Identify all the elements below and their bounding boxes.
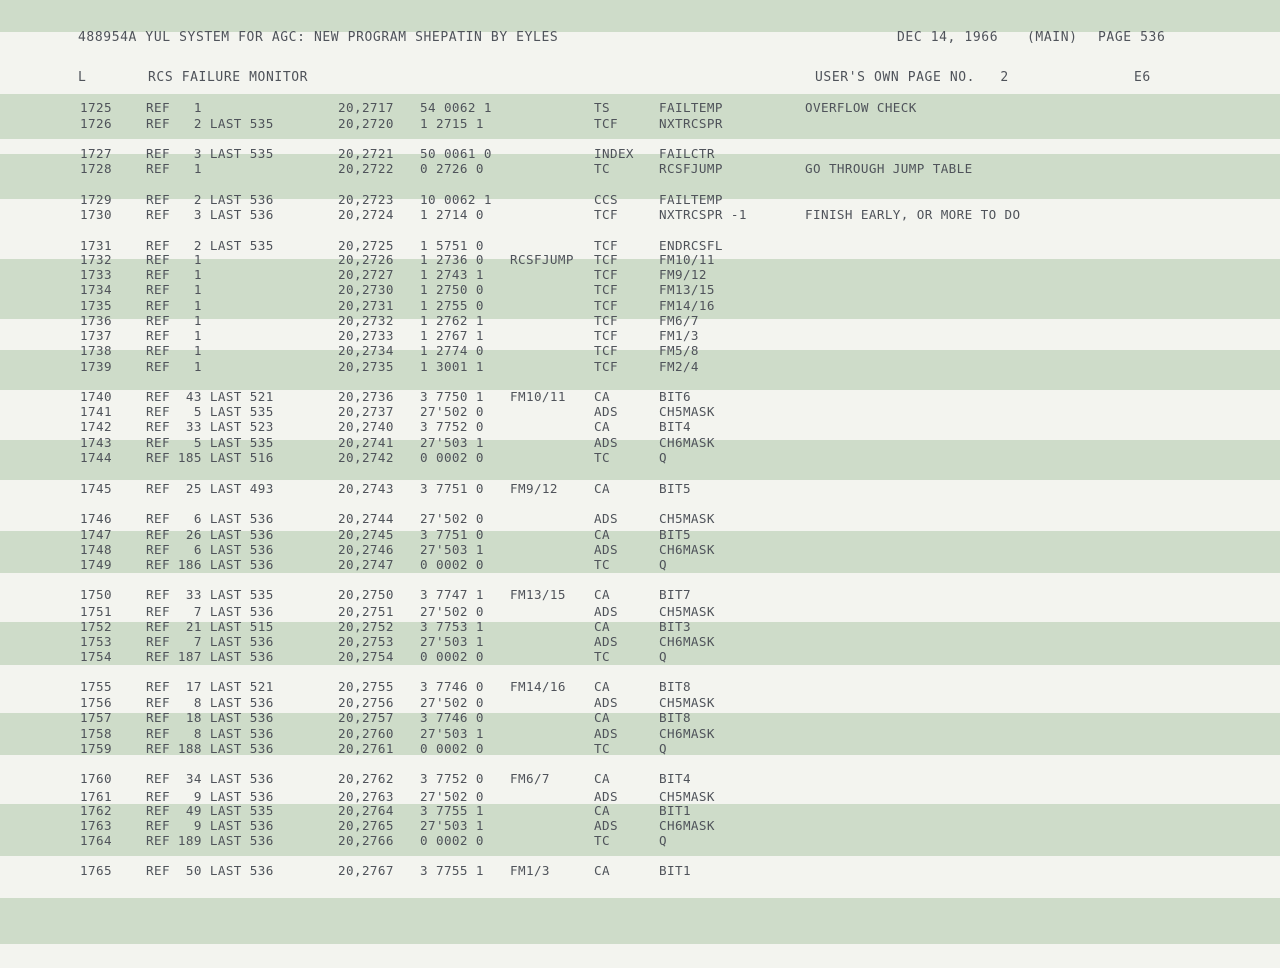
ref-info: REF 6 LAST 536 xyxy=(146,542,274,557)
opcode: ADS xyxy=(594,404,618,419)
line-number: 1726 xyxy=(80,116,112,131)
line-number: 1753 xyxy=(80,634,112,649)
line-number: 1765 xyxy=(80,863,112,878)
opcode: TCF xyxy=(594,313,618,328)
label: RCSFJUMP xyxy=(510,252,574,267)
octal-word: 1 2755 0 xyxy=(420,298,484,313)
octal-word: 3 7753 1 xyxy=(420,619,484,634)
address: 20,2760 xyxy=(338,726,394,741)
operand: FAILCTR xyxy=(659,146,715,161)
operand: CH6MASK xyxy=(659,634,715,649)
opcode: TS xyxy=(594,100,610,115)
ref-info: REF 3 LAST 535 xyxy=(146,146,274,161)
address: 20,2751 xyxy=(338,604,394,619)
octal-word: 1 2762 1 xyxy=(420,313,484,328)
ref-info: REF 5 LAST 535 xyxy=(146,404,274,419)
line-number: 1760 xyxy=(80,771,112,786)
opcode: CA xyxy=(594,619,610,634)
opcode: CA xyxy=(594,419,610,434)
address: 20,2763 xyxy=(338,789,394,804)
octal-word: 27'502 0 xyxy=(420,789,484,804)
octal-word: 3 7752 0 xyxy=(420,419,484,434)
line-number: 1758 xyxy=(80,726,112,741)
address: 20,2726 xyxy=(338,252,394,267)
ref-info: REF 2 LAST 535 xyxy=(146,116,274,131)
line-number: 1728 xyxy=(80,161,112,176)
ref-info: REF 9 LAST 536 xyxy=(146,789,274,804)
ref-info: REF 188 LAST 536 xyxy=(146,741,274,756)
address: 20,2752 xyxy=(338,619,394,634)
address: 20,2743 xyxy=(338,481,394,496)
octal-word: 3 7747 1 xyxy=(420,587,484,602)
octal-word: 1 2750 0 xyxy=(420,282,484,297)
opcode: ADS xyxy=(594,695,618,710)
opcode: TCF xyxy=(594,267,618,282)
comment: FINISH EARLY, OR MORE TO DO xyxy=(805,207,1021,222)
ref-info: REF 1 xyxy=(146,328,202,343)
operand: BIT3 xyxy=(659,619,691,634)
address: 20,2736 xyxy=(338,389,394,404)
opcode: TCF xyxy=(594,359,618,374)
address: 20,2724 xyxy=(338,207,394,222)
opcode: TCF xyxy=(594,328,618,343)
address: 20,2756 xyxy=(338,695,394,710)
page-code: E6 xyxy=(1134,70,1151,85)
address: 20,2737 xyxy=(338,404,394,419)
ref-info: REF 1 xyxy=(146,282,202,297)
opcode: CA xyxy=(594,863,610,878)
address: 20,2723 xyxy=(338,192,394,207)
octal-word: 1 3001 1 xyxy=(420,359,484,374)
comment: GO THROUGH JUMP TABLE xyxy=(805,161,973,176)
opcode: CA xyxy=(594,771,610,786)
operand: Q xyxy=(659,557,667,572)
line-number: 1742 xyxy=(80,419,112,434)
operand: FM13/15 xyxy=(659,282,715,297)
address: 20,2720 xyxy=(338,116,394,131)
octal-word: 3 7755 1 xyxy=(420,803,484,818)
ref-info: REF 189 LAST 536 xyxy=(146,833,274,848)
operand: CH6MASK xyxy=(659,435,715,450)
opcode: ADS xyxy=(594,818,618,833)
octal-word: 3 7750 1 xyxy=(420,389,484,404)
address: 20,2757 xyxy=(338,710,394,725)
line-number: 1725 xyxy=(80,100,112,115)
ref-info: REF 8 LAST 536 xyxy=(146,726,274,741)
opcode: ADS xyxy=(594,634,618,649)
address: 20,2755 xyxy=(338,679,394,694)
octal-word: 0 0002 0 xyxy=(420,741,484,756)
opcode: ADS xyxy=(594,435,618,450)
operand: CH5MASK xyxy=(659,695,715,710)
octal-word: 3 7751 0 xyxy=(420,481,484,496)
address: 20,2746 xyxy=(338,542,394,557)
octal-word: 3 7755 1 xyxy=(420,863,484,878)
operand: BIT7 xyxy=(659,587,691,602)
label: FM13/15 xyxy=(510,587,566,602)
address: 20,2734 xyxy=(338,343,394,358)
ref-info: REF 18 LAST 536 xyxy=(146,710,274,725)
opcode: TCF xyxy=(594,343,618,358)
line-number: 1727 xyxy=(80,146,112,161)
octal-word: 27'503 1 xyxy=(420,542,484,557)
header-date: DEC 14, 1966 xyxy=(897,30,999,45)
ref-info: REF 49 LAST 535 xyxy=(146,803,274,818)
line-number: 1755 xyxy=(80,679,112,694)
line-number: 1731 xyxy=(80,238,112,253)
address: 20,2730 xyxy=(338,282,394,297)
octal-word: 0 2726 0 xyxy=(420,161,484,176)
line-number: 1751 xyxy=(80,604,112,619)
address: 20,2764 xyxy=(338,803,394,818)
opcode: CA xyxy=(594,481,610,496)
ref-info: REF 1 xyxy=(146,161,202,176)
opcode: CA xyxy=(594,389,610,404)
operand: BIT8 xyxy=(659,679,691,694)
ref-info: REF 50 LAST 536 xyxy=(146,863,274,878)
address: 20,2733 xyxy=(338,328,394,343)
operand: FM6/7 xyxy=(659,313,699,328)
operand: BIT6 xyxy=(659,389,691,404)
line-number: 1756 xyxy=(80,695,112,710)
label: FM10/11 xyxy=(510,389,566,404)
paper-band xyxy=(0,0,1280,32)
operand: FM14/16 xyxy=(659,298,715,313)
address: 20,2754 xyxy=(338,649,394,664)
operand: FAILTEMP xyxy=(659,100,723,115)
address: 20,2761 xyxy=(338,741,394,756)
opcode: CA xyxy=(594,710,610,725)
ref-info: REF 26 LAST 536 xyxy=(146,527,274,542)
octal-word: 27'502 0 xyxy=(420,604,484,619)
operand: FAILTEMP xyxy=(659,192,723,207)
line-number: 1750 xyxy=(80,587,112,602)
line-number: 1747 xyxy=(80,527,112,542)
operand: ENDRCSFL xyxy=(659,238,723,253)
operand: BIT5 xyxy=(659,527,691,542)
ref-info: REF 21 LAST 515 xyxy=(146,619,274,634)
ref-info: REF 1 xyxy=(146,313,202,328)
address: 20,2750 xyxy=(338,587,394,602)
opcode: TCF xyxy=(594,116,618,131)
operand: BIT1 xyxy=(659,803,691,818)
opcode: TCF xyxy=(594,282,618,297)
opcode: TC xyxy=(594,741,610,756)
line-number: 1745 xyxy=(80,481,112,496)
opcode: TCF xyxy=(594,207,618,222)
operand: FM2/4 xyxy=(659,359,699,374)
opcode: TCF xyxy=(594,252,618,267)
ref-info: REF 1 xyxy=(146,267,202,282)
operand: CH5MASK xyxy=(659,404,715,419)
address: 20,2725 xyxy=(338,238,394,253)
address: 20,2753 xyxy=(338,634,394,649)
line-number: 1764 xyxy=(80,833,112,848)
ref-info: REF 5 LAST 535 xyxy=(146,435,274,450)
octal-word: 0 0002 0 xyxy=(420,833,484,848)
label: FM14/16 xyxy=(510,679,566,694)
section-title: RCS FAILURE MONITOR xyxy=(148,70,309,85)
comment: OVERFLOW CHECK xyxy=(805,100,917,115)
address: 20,2742 xyxy=(338,450,394,465)
address: 20,2721 xyxy=(338,146,394,161)
header-main: (MAIN) xyxy=(1027,30,1078,45)
header-page: PAGE 536 xyxy=(1098,30,1166,45)
line-number: 1748 xyxy=(80,542,112,557)
label: FM9/12 xyxy=(510,481,558,496)
operand: CH5MASK xyxy=(659,511,715,526)
line-number: 1752 xyxy=(80,619,112,634)
ref-info: REF 2 LAST 535 xyxy=(146,238,274,253)
opcode: TCF xyxy=(594,238,618,253)
address: 20,2747 xyxy=(338,557,394,572)
line-number: 1734 xyxy=(80,282,112,297)
operand: CH6MASK xyxy=(659,726,715,741)
opcode: TC xyxy=(594,649,610,664)
address: 20,2765 xyxy=(338,818,394,833)
line-number: 1732 xyxy=(80,252,112,267)
ref-info: REF 25 LAST 493 xyxy=(146,481,274,496)
address: 20,2727 xyxy=(338,267,394,282)
line-number: 1741 xyxy=(80,404,112,419)
opcode: CA xyxy=(594,679,610,694)
line-number: 1730 xyxy=(80,207,112,222)
line-number: 1739 xyxy=(80,359,112,374)
opcode: TCF xyxy=(594,298,618,313)
octal-word: 1 5751 0 xyxy=(420,238,484,253)
ref-info: REF 2 LAST 536 xyxy=(146,192,274,207)
opcode: ADS xyxy=(594,604,618,619)
octal-word: 1 2743 1 xyxy=(420,267,484,282)
ref-info: REF 43 LAST 521 xyxy=(146,389,274,404)
line-number: 1762 xyxy=(80,803,112,818)
octal-word: 27'502 0 xyxy=(420,511,484,526)
opcode: TC xyxy=(594,833,610,848)
operand: BIT4 xyxy=(659,771,691,786)
address: 20,2732 xyxy=(338,313,394,328)
operand: FM5/8 xyxy=(659,343,699,358)
address: 20,2767 xyxy=(338,863,394,878)
octal-word: 0 0002 0 xyxy=(420,450,484,465)
line-number: 1757 xyxy=(80,710,112,725)
operand: FM10/11 xyxy=(659,252,715,267)
operand: RCSFJUMP xyxy=(659,161,723,176)
opcode: TC xyxy=(594,161,610,176)
octal-word: 3 7746 0 xyxy=(420,710,484,725)
ref-info: REF 33 LAST 523 xyxy=(146,419,274,434)
line-number: 1740 xyxy=(80,389,112,404)
octal-word: 3 7746 0 xyxy=(420,679,484,694)
ref-info: REF 8 LAST 536 xyxy=(146,695,274,710)
line-number: 1754 xyxy=(80,649,112,664)
operand: Q xyxy=(659,649,667,664)
octal-word: 50 0061 0 xyxy=(420,146,492,161)
opcode: INDEX xyxy=(594,146,634,161)
line-number: 1729 xyxy=(80,192,112,207)
line-number: 1738 xyxy=(80,343,112,358)
octal-word: 27'502 0 xyxy=(420,695,484,710)
ref-info: REF 7 LAST 536 xyxy=(146,604,274,619)
address: 20,2741 xyxy=(338,435,394,450)
users-page-number: USER'S OWN PAGE NO. 2 xyxy=(815,70,1009,85)
ref-info: REF 33 LAST 535 xyxy=(146,587,274,602)
octal-word: 27'502 0 xyxy=(420,404,484,419)
label: FM1/3 xyxy=(510,863,550,878)
octal-word: 0 0002 0 xyxy=(420,557,484,572)
line-number: 1735 xyxy=(80,298,112,313)
line-number: 1761 xyxy=(80,789,112,804)
operand: BIT4 xyxy=(659,419,691,434)
octal-word: 3 7751 0 xyxy=(420,527,484,542)
opcode: ADS xyxy=(594,542,618,557)
operand: NXTRCSPR xyxy=(659,116,723,131)
ref-info: REF 186 LAST 536 xyxy=(146,557,274,572)
octal-word: 27'503 1 xyxy=(420,634,484,649)
ref-info: REF 9 LAST 536 xyxy=(146,818,274,833)
opcode: CCS xyxy=(594,192,618,207)
line-number: 1737 xyxy=(80,328,112,343)
octal-word: 1 2736 0 xyxy=(420,252,484,267)
operand: CH5MASK xyxy=(659,789,715,804)
opcode: CA xyxy=(594,803,610,818)
line-number: 1759 xyxy=(80,741,112,756)
line-number: 1749 xyxy=(80,557,112,572)
operand: Q xyxy=(659,833,667,848)
octal-word: 27'503 1 xyxy=(420,435,484,450)
octal-word: 0 0002 0 xyxy=(420,649,484,664)
octal-word: 54 0062 1 xyxy=(420,100,492,115)
line-number: 1744 xyxy=(80,450,112,465)
opcode: ADS xyxy=(594,726,618,741)
octal-word: 27'503 1 xyxy=(420,818,484,833)
address: 20,2731 xyxy=(338,298,394,313)
line-number: 1736 xyxy=(80,313,112,328)
operand: FM9/12 xyxy=(659,267,707,282)
operand: CH6MASK xyxy=(659,542,715,557)
ref-info: REF 187 LAST 536 xyxy=(146,649,274,664)
octal-word: 10 0062 1 xyxy=(420,192,492,207)
opcode: CA xyxy=(594,587,610,602)
ref-info: REF 1 xyxy=(146,343,202,358)
octal-word: 1 2715 1 xyxy=(420,116,484,131)
opcode: CA xyxy=(594,527,610,542)
operand: FM1/3 xyxy=(659,328,699,343)
operand: CH6MASK xyxy=(659,818,715,833)
operand: BIT1 xyxy=(659,863,691,878)
operand: Q xyxy=(659,741,667,756)
operand: BIT5 xyxy=(659,481,691,496)
opcode: TC xyxy=(594,557,610,572)
ref-info: REF 1 xyxy=(146,252,202,267)
opcode: ADS xyxy=(594,789,618,804)
ref-info: REF 6 LAST 536 xyxy=(146,511,274,526)
address: 20,2740 xyxy=(338,419,394,434)
operand: Q xyxy=(659,450,667,465)
operand: CH5MASK xyxy=(659,604,715,619)
line-number: 1763 xyxy=(80,818,112,833)
address: 20,2762 xyxy=(338,771,394,786)
ref-info: REF 34 LAST 536 xyxy=(146,771,274,786)
header-title: 488954A YUL SYSTEM FOR AGC: NEW PROGRAM SHEPATIN BY EYLES xyxy=(78,30,559,45)
operand: NXTRCSPR -1 xyxy=(659,207,747,222)
octal-word: 1 2774 0 xyxy=(420,343,484,358)
line-number: 1733 xyxy=(80,267,112,282)
line-number: 1743 xyxy=(80,435,112,450)
octal-word: 3 7752 0 xyxy=(420,771,484,786)
ref-info: REF 7 LAST 536 xyxy=(146,634,274,649)
address: 20,2717 xyxy=(338,100,394,115)
operand: BIT8 xyxy=(659,710,691,725)
octal-word: 1 2714 0 xyxy=(420,207,484,222)
address: 20,2766 xyxy=(338,833,394,848)
ref-info: REF 17 LAST 521 xyxy=(146,679,274,694)
opcode: TC xyxy=(594,450,610,465)
octal-word: 27'503 1 xyxy=(420,726,484,741)
label: FM6/7 xyxy=(510,771,550,786)
address: 20,2735 xyxy=(338,359,394,374)
subheader-marker: L xyxy=(78,70,87,85)
ref-info: REF 1 xyxy=(146,100,202,115)
line-number: 1746 xyxy=(80,511,112,526)
address: 20,2744 xyxy=(338,511,394,526)
octal-word: 1 2767 1 xyxy=(420,328,484,343)
ref-info: REF 1 xyxy=(146,359,202,374)
opcode: ADS xyxy=(594,511,618,526)
address: 20,2745 xyxy=(338,527,394,542)
ref-info: REF 1 xyxy=(146,298,202,313)
address: 20,2722 xyxy=(338,161,394,176)
paper-band xyxy=(0,898,1280,944)
ref-info: REF 185 LAST 516 xyxy=(146,450,274,465)
ref-info: REF 3 LAST 536 xyxy=(146,207,274,222)
